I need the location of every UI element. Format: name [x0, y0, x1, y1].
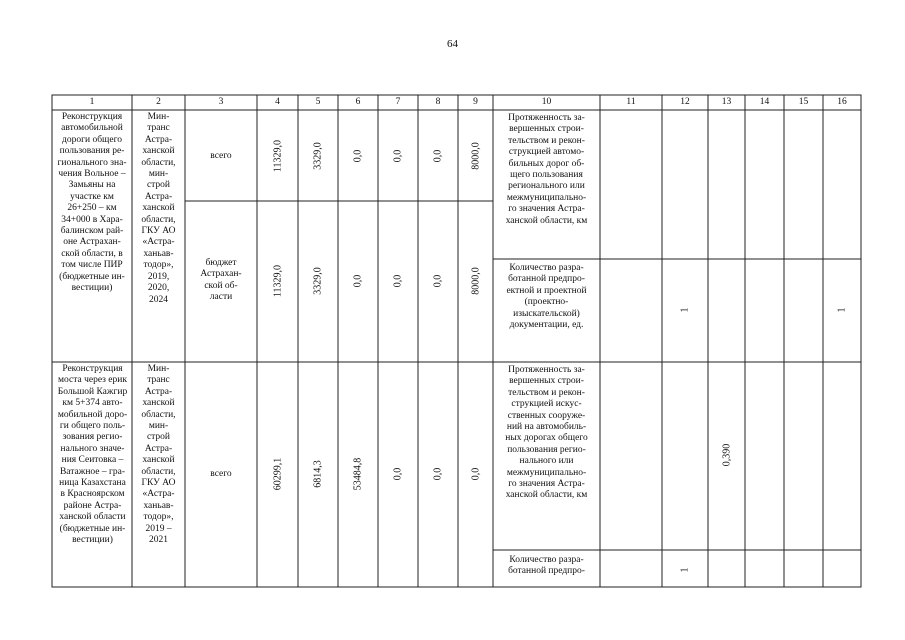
value-col-6: 0,0: [352, 149, 364, 163]
text-line: Мин-: [147, 112, 170, 122]
text-line: в Красноярском: [60, 489, 125, 500]
text-line: вершенных строи-: [509, 376, 584, 387]
text-line: тодор»,: [143, 512, 174, 523]
text-line: го значения Астра-: [508, 479, 585, 490]
text-line: ния Сеитовка –: [61, 455, 124, 466]
indicator-value-col-13: 0,390: [721, 443, 733, 467]
header-col-15: 15: [798, 97, 809, 107]
text-line: регионального или: [508, 181, 585, 192]
text-line: Протяженность за-: [508, 113, 585, 123]
text-line: ГКУ АО: [141, 478, 176, 489]
header-col-16: 16: [837, 97, 847, 107]
funding-source-cell: [185, 469, 257, 480]
text-line: пользования регио-: [507, 444, 586, 455]
value-col-9: 8000,0: [470, 142, 482, 170]
text-line: ний на автомобиль-: [506, 422, 587, 433]
header-col-10: 10: [541, 97, 552, 107]
text-line: ГКУ АО: [141, 226, 176, 237]
text-line: ханской области: [59, 512, 126, 523]
text-line: бильных дорог об-: [508, 158, 585, 169]
text-line: дороги общего: [62, 134, 122, 145]
text-line: мин-: [148, 169, 169, 180]
text-line: пользования ре-: [59, 146, 125, 157]
text-line: тодор»,: [143, 260, 174, 271]
text-line: тельством и рекон-: [508, 387, 585, 398]
text-line: участке км: [70, 191, 114, 202]
funding-source-cell: [185, 258, 257, 304]
text-line: чения Вольное –: [58, 169, 126, 180]
value-col-4: 11329,0: [272, 139, 284, 173]
text-line: зования регио-: [62, 432, 123, 443]
text-line: 34+000 в Хара-: [61, 214, 123, 225]
text-line: ботанной предпро-: [508, 566, 585, 577]
text-line: вершенных строи-: [509, 124, 584, 135]
text-line: Замьяны на: [68, 180, 116, 191]
text-line: моста через ерик: [58, 375, 127, 386]
text-line: Астра-: [144, 386, 173, 397]
indicator-cell: [495, 263, 598, 331]
text-line: изыскательской): [513, 308, 580, 319]
text-line: ханской: [142, 203, 175, 214]
value-col-5: 3329,0: [312, 142, 324, 170]
text-line: Количество разра-: [509, 263, 584, 273]
header-col-9: 9: [473, 97, 478, 107]
header-col-5: 5: [315, 97, 321, 107]
text-line: межмуниципально-: [506, 192, 587, 203]
text-line: ектной и проектной: [506, 285, 587, 296]
text-line: (бюджетные ин-: [59, 523, 126, 534]
indicator-cell: [495, 113, 598, 227]
indicator-value-col-12: 1: [679, 567, 691, 573]
text-line: гионального зна-: [57, 157, 127, 168]
value-col-4: 11329,0: [272, 264, 284, 298]
text-line: (бюджетные ин-: [59, 271, 125, 282]
value-col-4: 60299,1: [272, 457, 284, 491]
text-line: всего: [210, 151, 232, 161]
text-line: ханской: [142, 398, 175, 409]
text-line: «Астра-: [142, 489, 175, 500]
indicator-cell: [495, 365, 598, 502]
text-line: ханьав-: [143, 248, 174, 259]
text-line: Мин-: [147, 364, 170, 374]
text-line: Ватажное – гра-: [59, 466, 126, 477]
text-line: ханской: [142, 455, 175, 466]
text-line: мин-: [148, 421, 169, 432]
text-line: нального или: [519, 456, 574, 467]
executor-cell: [132, 112, 185, 306]
text-line: км 5+374 авто-: [62, 398, 123, 409]
text-line: щего пользования: [510, 170, 583, 181]
text-line: ханской области, км: [505, 215, 588, 226]
text-line: Реконструкция: [61, 112, 123, 122]
text-line: Реконструкция: [62, 364, 123, 374]
text-line: «Астра-: [142, 237, 175, 248]
text-line: всего: [210, 469, 232, 479]
value-col-7: 0,0: [392, 149, 404, 163]
text-line: ласти: [209, 292, 233, 303]
header-col-13: 13: [721, 97, 732, 107]
page-number: 64: [447, 38, 458, 50]
text-line: 2021: [149, 535, 168, 546]
value-col-6: 53484,8: [352, 457, 364, 491]
value-col-9: 8000,0: [470, 267, 482, 295]
text-line: ных дорогах общего: [505, 433, 588, 444]
text-line: транс: [147, 375, 170, 386]
header-col-11: 11: [626, 97, 636, 107]
value-col-9: 0,0: [470, 467, 482, 481]
header-col-8: 8: [435, 97, 441, 107]
text-line: строй: [146, 432, 171, 443]
text-line: мобильной доро-: [57, 409, 128, 420]
value-col-8: 0,0: [432, 467, 444, 481]
header-col-12: 12: [680, 97, 690, 107]
funding-source-cell: [185, 151, 257, 162]
text-line: Большой Кажгир: [57, 386, 128, 397]
project-name-cell: [53, 364, 132, 547]
text-line: вестиции): [71, 283, 113, 294]
text-line: Количество разра-: [509, 555, 584, 565]
header-col-3: 3: [218, 97, 224, 107]
indicator-value-col-16: 1: [836, 307, 848, 313]
text-line: документации, ед.: [509, 320, 584, 331]
text-line: Астра-: [144, 191, 173, 202]
text-line: Протяженность за-: [508, 365, 585, 375]
header-col-14: 14: [759, 97, 770, 107]
text-line: межмуниципально-: [506, 467, 587, 478]
text-line: (проектно-: [524, 297, 569, 308]
text-line: ской об-: [204, 280, 238, 291]
text-line: ханской области, км: [505, 490, 588, 501]
text-line: области,: [141, 466, 176, 477]
text-line: нального значе-: [60, 443, 125, 454]
text-line: струкцией искус-: [511, 399, 582, 410]
header-col-4: 4: [275, 97, 280, 107]
indicator-value-col-12: 1: [679, 307, 691, 313]
text-line: балинском рай-: [60, 226, 124, 237]
text-line: 2020,: [147, 283, 170, 294]
text-line: строй: [146, 180, 171, 191]
header-col-1: 1: [89, 97, 95, 107]
value-col-8: 0,0: [432, 149, 444, 163]
text-line: области,: [141, 409, 176, 420]
indicator-cell: [495, 555, 598, 578]
text-line: ботанной предпро-: [508, 274, 585, 285]
text-line: ской области, в: [61, 248, 123, 259]
value-col-5: 3329,0: [312, 267, 324, 295]
text-line: го значения Астра-: [508, 204, 585, 215]
text-line: 2019,: [147, 271, 170, 282]
text-line: 26+250 – км: [67, 203, 117, 214]
text-line: ственных сооруже-: [507, 410, 586, 421]
text-line: Астра-: [144, 134, 173, 145]
text-line: области,: [141, 214, 176, 225]
text-line: ханьав-: [143, 500, 174, 511]
value-col-7: 0,0: [392, 274, 404, 288]
value-col-8: 0,0: [432, 274, 444, 288]
text-line: оне Астрахан-: [63, 237, 121, 248]
header-col-7: 7: [395, 97, 401, 107]
value-col-6: 0,0: [352, 274, 364, 288]
text-line: ница Казахстана: [59, 478, 126, 489]
executor-cell: [132, 364, 185, 547]
text-line: Астрахан-: [200, 269, 242, 280]
header-col-6: 6: [355, 97, 361, 107]
text-line: вестиции): [72, 535, 113, 546]
text-line: ханской: [142, 146, 175, 157]
text-line: том числе ПИР: [61, 260, 123, 271]
text-line: транс: [147, 123, 170, 134]
text-line: 2019 –: [145, 523, 172, 534]
project-name-cell: [52, 112, 132, 295]
value-col-5: 6814,3: [312, 460, 324, 488]
text-line: тельством и рекон-: [508, 135, 585, 146]
text-line: районе Астра-: [63, 500, 122, 511]
text-line: бюджет: [205, 258, 237, 268]
text-line: области,: [141, 157, 176, 168]
text-line: Астра-: [144, 443, 173, 454]
text-line: ги общего поль-: [59, 421, 126, 432]
header-col-2: 2: [156, 97, 161, 107]
value-col-7: 0,0: [392, 467, 404, 481]
text-line: струкцией автомо-: [508, 147, 585, 158]
text-line: автомобильной: [61, 123, 123, 134]
text-line: 2024: [149, 294, 168, 305]
